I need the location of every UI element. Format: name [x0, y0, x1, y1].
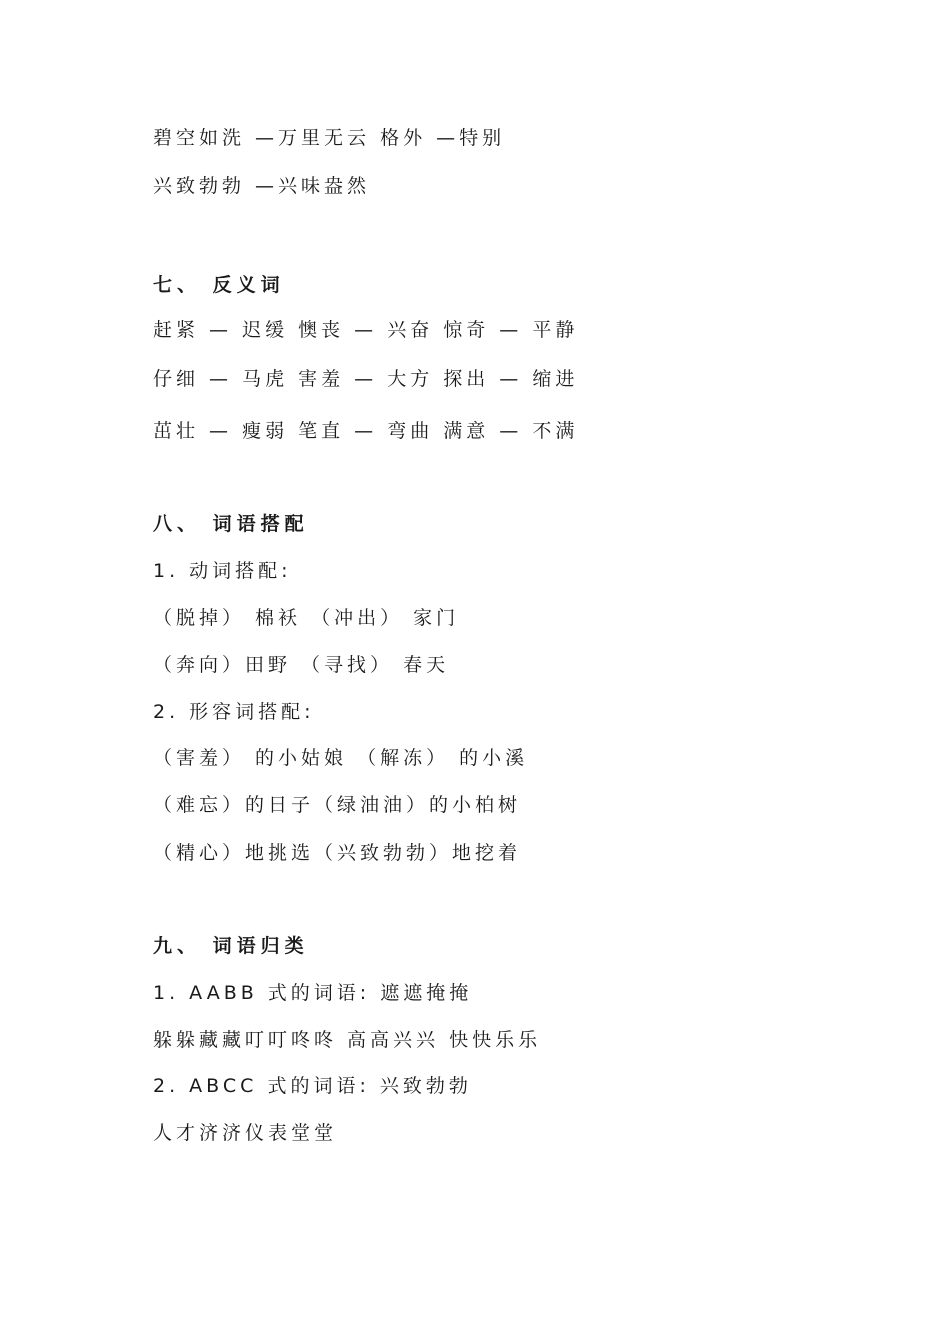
collocation-line-5: （精心）地挑选（兴致勃勃）地挖着: [153, 842, 522, 864]
aabb-title: 1. AABB 式的词语: 遮遮掩掩: [153, 982, 473, 1004]
abcc-words: 人才济济仪表堂堂: [153, 1122, 338, 1144]
section-9-heading: 九、 词语归类: [153, 935, 309, 957]
collocation-line-1: （脱掉） 棉袄 （冲出） 家门: [153, 607, 460, 629]
aabb-words: 躲躲藏藏叮叮咚咚 高高兴兴 快快乐乐: [153, 1029, 542, 1051]
synonym-line-2: 兴致勃勃 —兴味盎然: [153, 175, 371, 197]
section-8-heading: 八、 词语搭配: [153, 513, 309, 535]
antonym-line-2: 仔细 — 马虎 害羞 — 大方 探出 — 缩进: [153, 368, 579, 390]
section-7-heading: 七、 反义词: [153, 274, 285, 296]
collocation-line-3: （害羞） 的小姑娘 （解冻） 的小溪: [153, 747, 529, 769]
adjective-collocation-title: 2. 形容词搭配:: [153, 701, 315, 723]
synonym-line-1: 碧空如洗 —万里无云 格外 —特别: [153, 127, 506, 149]
antonym-line-1: 赶紧 — 迟缓 懊丧 — 兴奋 惊奇 — 平静: [153, 319, 579, 341]
abcc-title: 2. ABCC 式的词语: 兴致勃勃: [153, 1075, 472, 1097]
verb-collocation-title: 1. 动词搭配:: [153, 560, 292, 582]
collocation-line-2: （奔向）田野 （寻找） 春天: [153, 654, 450, 676]
collocation-line-4: （难忘）的日子（绿油油）的小柏树: [153, 794, 522, 816]
antonym-line-3: 茁壮 — 瘦弱 笔直 — 弯曲 满意 — 不满: [153, 420, 579, 442]
